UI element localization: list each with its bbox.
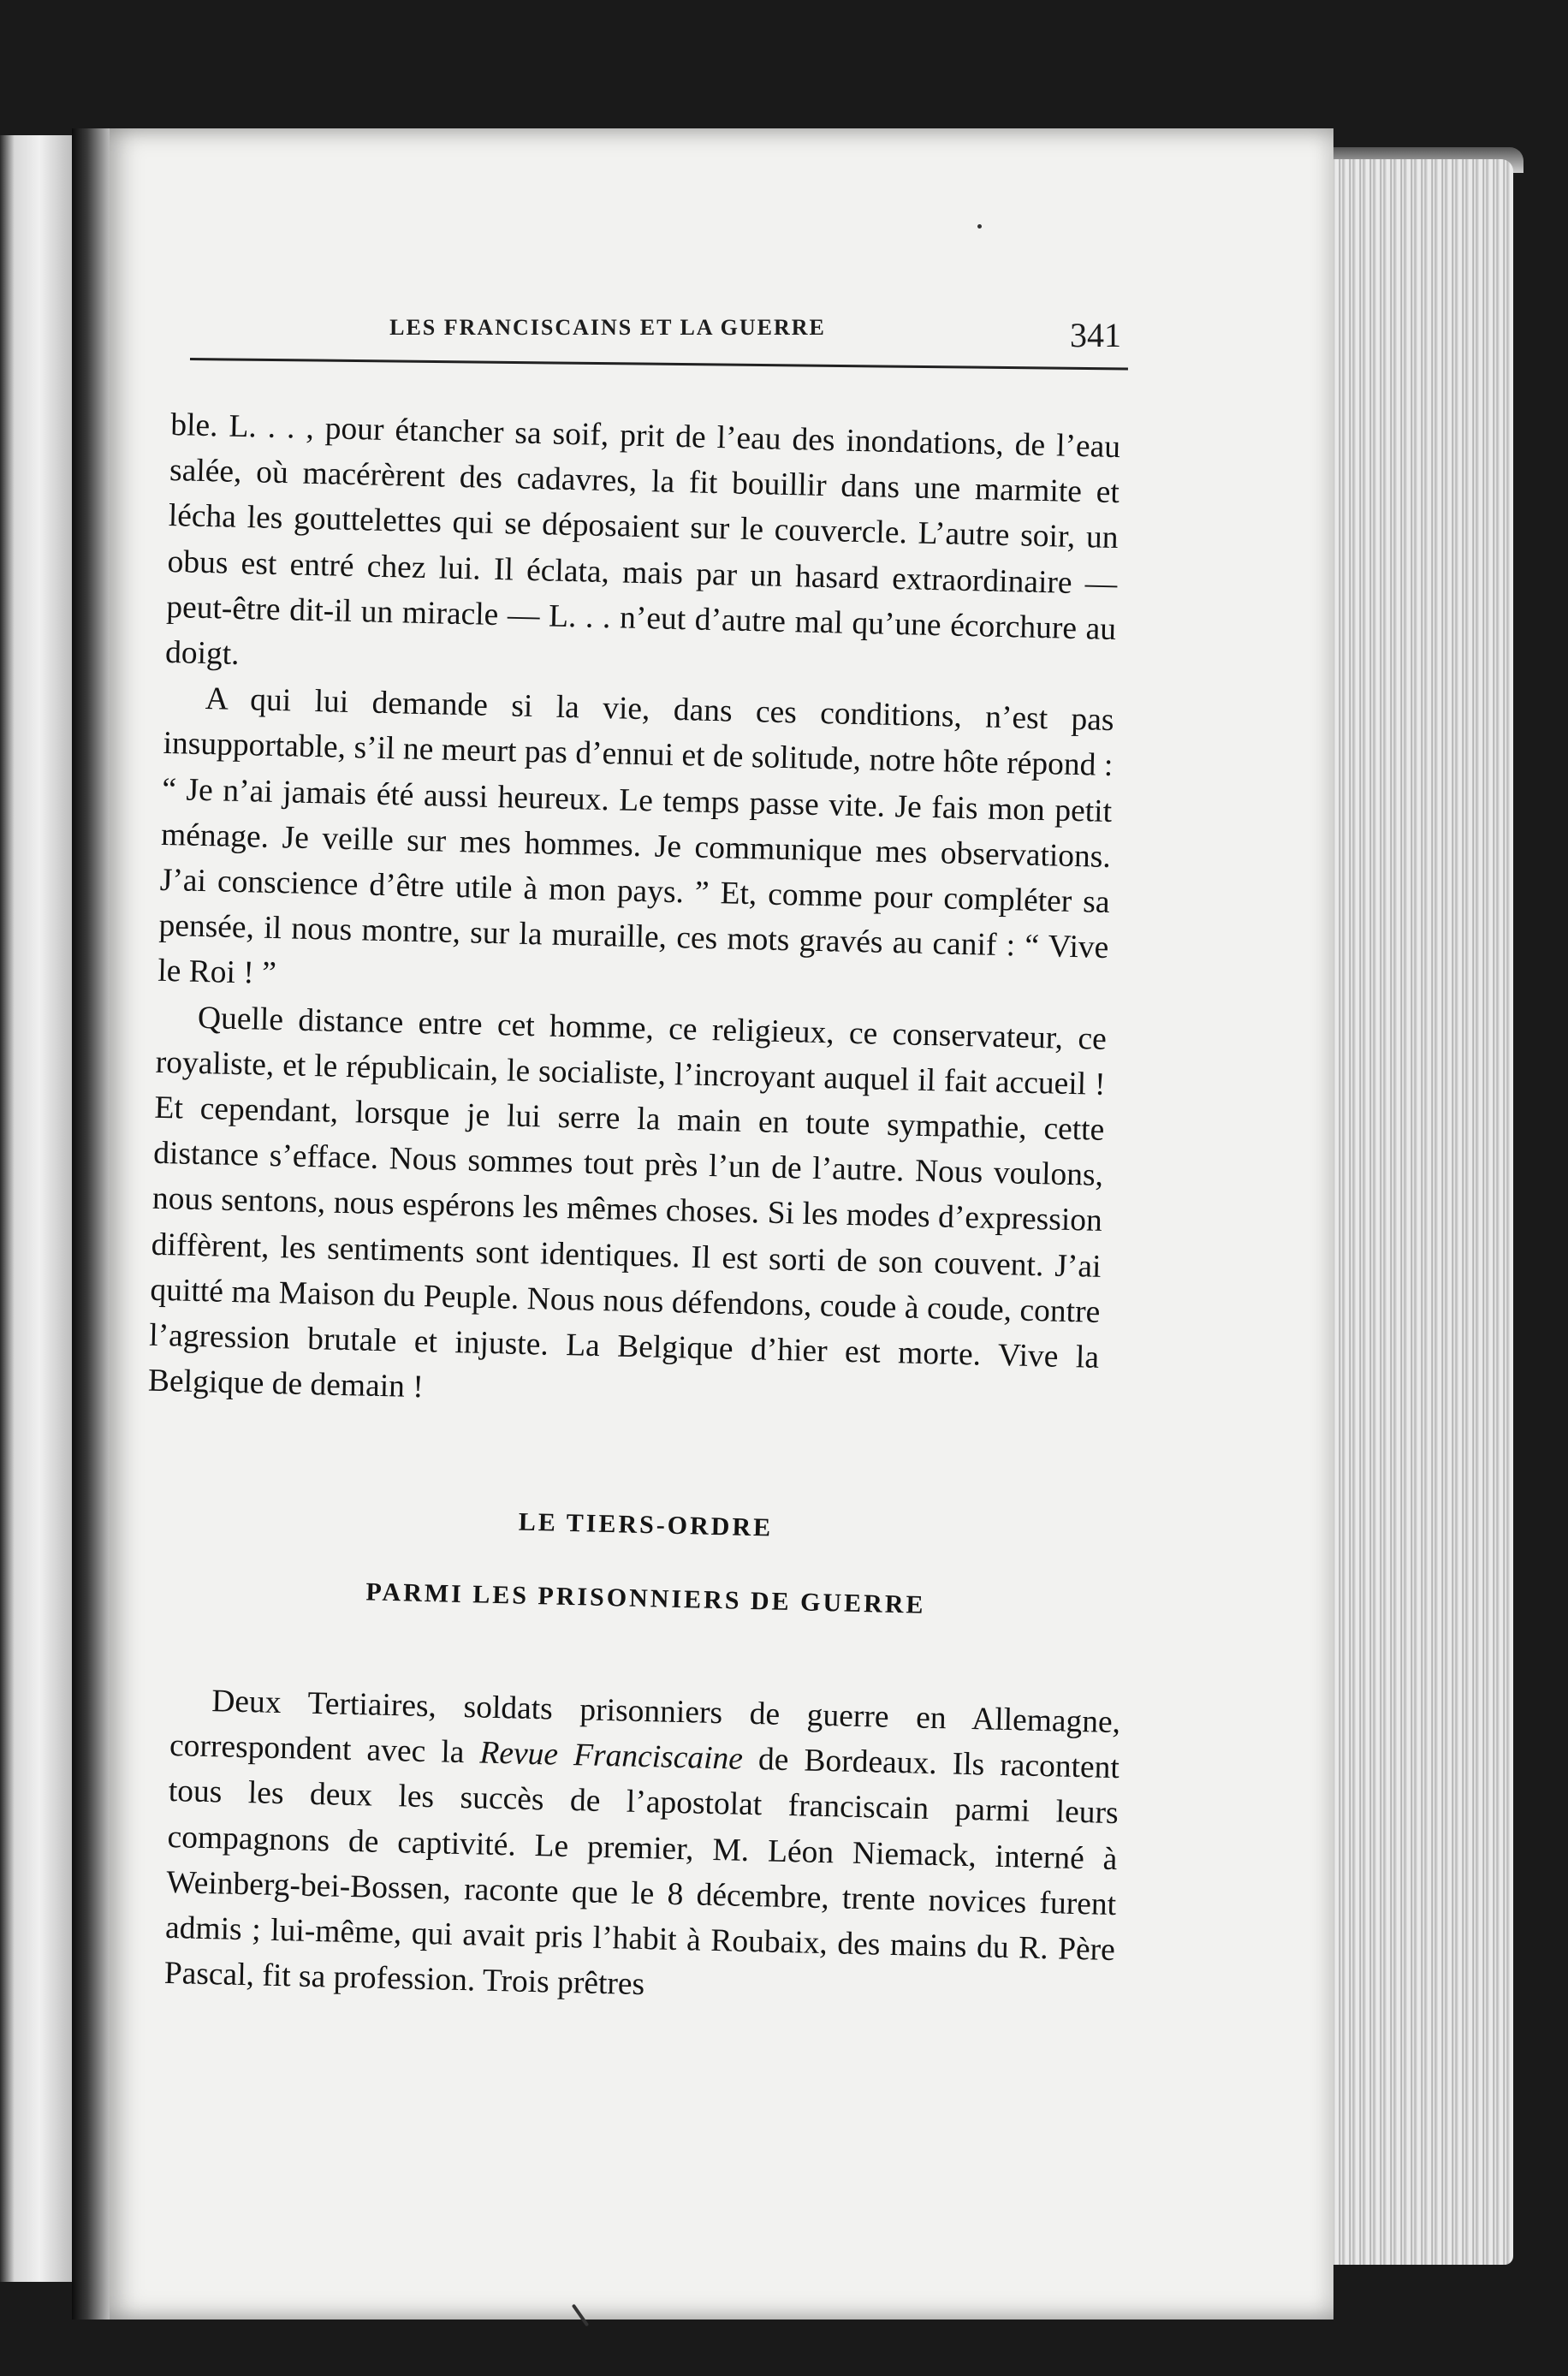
gutter-shadow <box>72 128 110 2320</box>
page-number: 341 <box>1070 316 1121 354</box>
section-subheading: PARMI LES PRISONNIERS DE GUERRE <box>365 1577 926 1619</box>
paragraph-2: A qui lui demande si la vie, dans ces conditions, n’est pas insupportable, s’il ne meurt pas d’ennui et de solitude, notre hôte répond : “ Je n’ai jamais été aussi heureux. Le temps passe vite. Je fais mon petit ménage. Je veille sur mes hommes. Je communique mes observations. J’ai conscience d’être utile à mon pays. ” Et, comme pour compléter sa pensée, il nous montre, sur la muraille, ces mots gravés au canif : “ Vive le Roi ! ” <box>157 681 1115 992</box>
paragraph-4-start: Deux Tertiaires, soldats prisonniers de guerre en Allemagne, correspondent avec la <box>169 1684 1121 1771</box>
page-stack-edges <box>1325 159 1513 2265</box>
paragraph-1: ble. L. . . , pour étancher sa soif, prit de l’eau des inondations, de l’eau salée, où macérèrent des cadavres, la fit bouillir dans une marmite et lécha les gouttelettes qui se déposaient sur le couvercle. L’autre soir, un obus est entré chez lui. Il éclata, mais par un hasard extraordinaire — peut-être dit-il un miracle — L. . . n’eut d’autre mal qu’une écorchure au doigt. <box>164 407 1121 672</box>
paragraph-4 <box>163 1678 1120 2018</box>
body-text-bottom <box>163 1678 1120 2018</box>
running-header: LES FRANCISCAINS ET LA GUERRE <box>389 315 826 340</box>
paragraph-4-end: de Bordeaux. Ils racontent tous les deux les succès de l’apostolat franciscain parmi leurs compagnons de captivité. Le premier, M. Léon Niemack, interné à Weinberg-bei-Bossen, raconte que le 8 décembre, trente novices furent admis ; lui-même, qui avait pris l’habit à Roubaix, des mains du R. Père Pascal, fit sa profession. Trois prêtres <box>163 1741 1120 2003</box>
previous-page-edge <box>0 135 72 2282</box>
paragraph-3: Quelle distance entre cet homme, ce religieux, ce conservateur, ce royaliste, et le républicain, le socialiste, l’incroyant auquel il fait accueil ! Et cependant, lorsque je lui serre la main en toute sympathie, cette distance s’efface. Nous sommes tout près l’un de l’autre. Nous voulons, nous sentons, nous espérons les mêmes choses. Si les modes d’expression diffèrent, les sentiments sont identiques. Il est sorti de son couvent. J’ai quitté ma Maison du Peuple. Nous nous défendons, coude à coude, contre l’agression brutale et injuste. La Belgique d’hier est morte. Vive la Belgique de demain ! <box>147 1000 1108 1405</box>
section-heading: LE TIERS-ORDRE <box>518 1507 774 1542</box>
journal-title: Revue Franciscaine <box>479 1735 744 1777</box>
dust-speck <box>977 224 982 229</box>
body-text-top <box>147 402 1120 1426</box>
